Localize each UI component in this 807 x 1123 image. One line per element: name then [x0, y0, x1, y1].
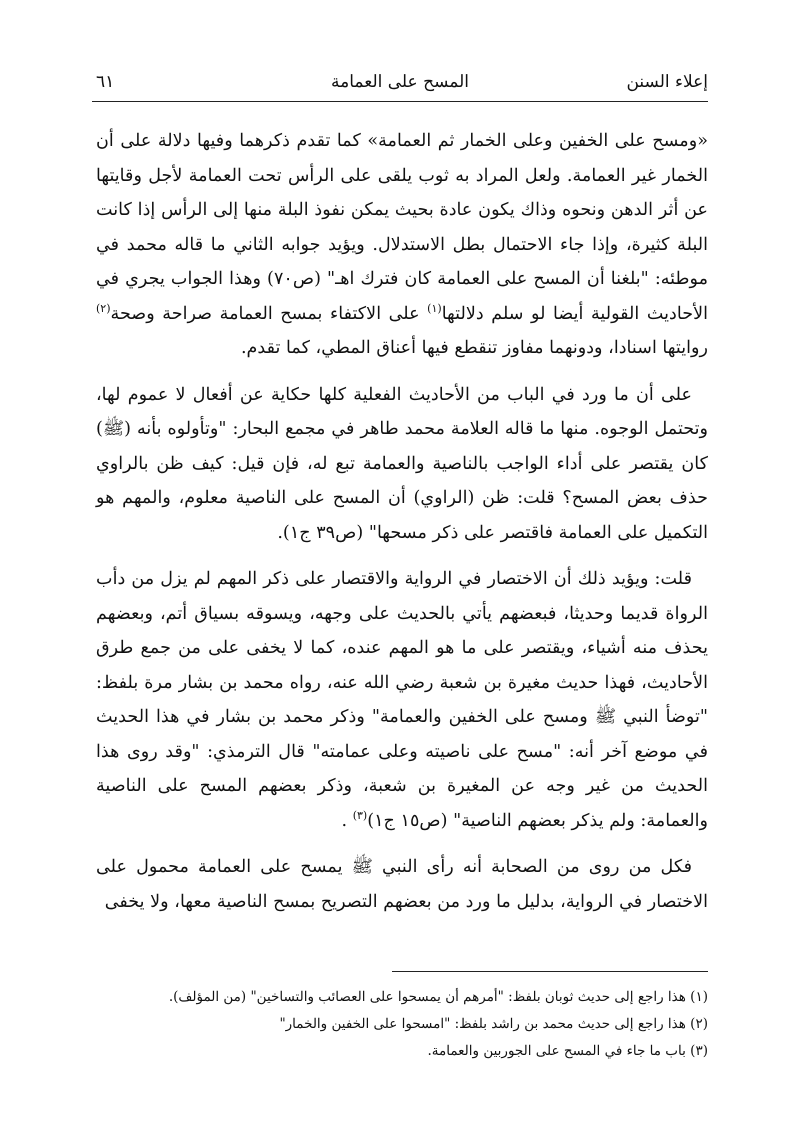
paragraph-text: على الاكتفاء بمسح العمامة صراحة وصحة: [110, 303, 428, 324]
paragraph-text: قلت: ويؤيد ذلك أن الاختصار في الرواية والاقتصار على ذكر المهم لم يزل من دأب الرواة قديما وحديثا، فبعضهم يأتي بالحديث على وجهه، ويسوقه بسياق أتم، وبعضهم يحذف منه أشياء، ويقتصر على ما هو المهم عنده، كما لا يخفى على من جمع طرق الأحاديث، فهذا حديث مغيرة بن شعبة رضي الله عنه، رواه محمد بن بشار مرة بلفظ: "توضأ النبي ﷺ ومسح على الخفين والعمامة" وذكر محمد بن بشار في هذا الحديث في موضع آخر أنه: "مسح على ناصيته وعلى عمامته" قال الترمذي: "وقد روى هذا الحديث من غير وجه عن المغيرة بن شعبة، وذكر بعضهم المسح على الناصية والعمامة: ولم يذكر بعضهم الناصية" (ص١٥ ج١): [96, 569, 708, 831]
header-divider: [92, 101, 708, 102]
footnote-ref: (١): [427, 301, 442, 315]
footnote-ref: (٣): [352, 808, 368, 822]
paragraph: على أن ما ورد في الباب من الأحاديث الفعلية كلها حكاية عن أفعال لا عموم لها، وتحتمل الوجوه. منها ما قاله العلامة محمد طاهر في مجمع البحار: "وتأولوه بأنه (ﷺ) كان يقتصر على أداء الواجب بالناصية والعمامة تبع له، فإن قيل: كيف ظن بالراوي حذف بعض المسح؟ قلت: ظن (الراوي) أن المسح على الناصية معلوم، والمهم هو التكميل على العمامة فاقتصر على ذكر مسحها" (ص٣٩ ج١).: [96, 384, 708, 543]
book-title: إعلاء السنن: [626, 72, 708, 92]
paragraph: [96, 124, 708, 366]
footnote: (٢) هذا راجع إلى حديث محمد بن راشد بلفظ: "امسحوا على الخفين والخمار": [279, 1016, 708, 1032]
paragraph: فكل من روى من الصحابة أنه رأى النبي ﷺ يمسح على العمامة محمول على الاختصار في الرواية، بدليل ما ورد من بعضهم التصريح بمسح الناصية معها، ولا يخفى: [96, 857, 708, 912]
paragraph-text: روايتها اسنادا، ودونهما مفاوز تنقطع فيها أعناق المطي، كما تقدم.: [240, 338, 708, 358]
paragraph-text: .: [341, 810, 353, 831]
footnote: (١) هذا راجع إلى حديث ثوبان بلفظ: "أمرهم أن يمسحوا على العصائب والتساخين" (من المؤلف).: [168, 989, 708, 1005]
page-number: ٦١: [96, 72, 115, 92]
chapter-title: المسح على العمامة: [331, 72, 469, 92]
main-text: [96, 124, 708, 919]
running-header: [92, 68, 708, 100]
footnote: (٣) باب ما جاء في المسح على الجوربين والعمامة.: [427, 1043, 708, 1059]
footnotes: [96, 984, 708, 1065]
footnote-ref: (٢): [96, 301, 111, 315]
paragraph-text: «ومسح على الخفين وعلى الخمار ثم العمامة» كما تقدم ذكرهما وفيها دلالة على أن الخمار غير العمامة. ولعل المراد به ثوب يلقى على الرأس تحت العمامة لأجل وقايتها عن أثر الدهن ونحوه وذاك يكون عادة بحيث يمكن نفوذ البلة منها إلى الرأس إذا كانت البلة كثيرة، وإذا جاء الاحتمال بطل الاستدلال. ويؤيد جوابه الثاني ما قاله محمد في موطئه: "بلغنا أن المسح على العمامة كان فترك اهـ" (ص٧٠) وهذا الجواب يجري في الأحاديث القولية أيضا لو سلم دلالتها: [96, 131, 709, 324]
paragraph: [96, 562, 708, 838]
footnote-divider: [392, 971, 708, 972]
